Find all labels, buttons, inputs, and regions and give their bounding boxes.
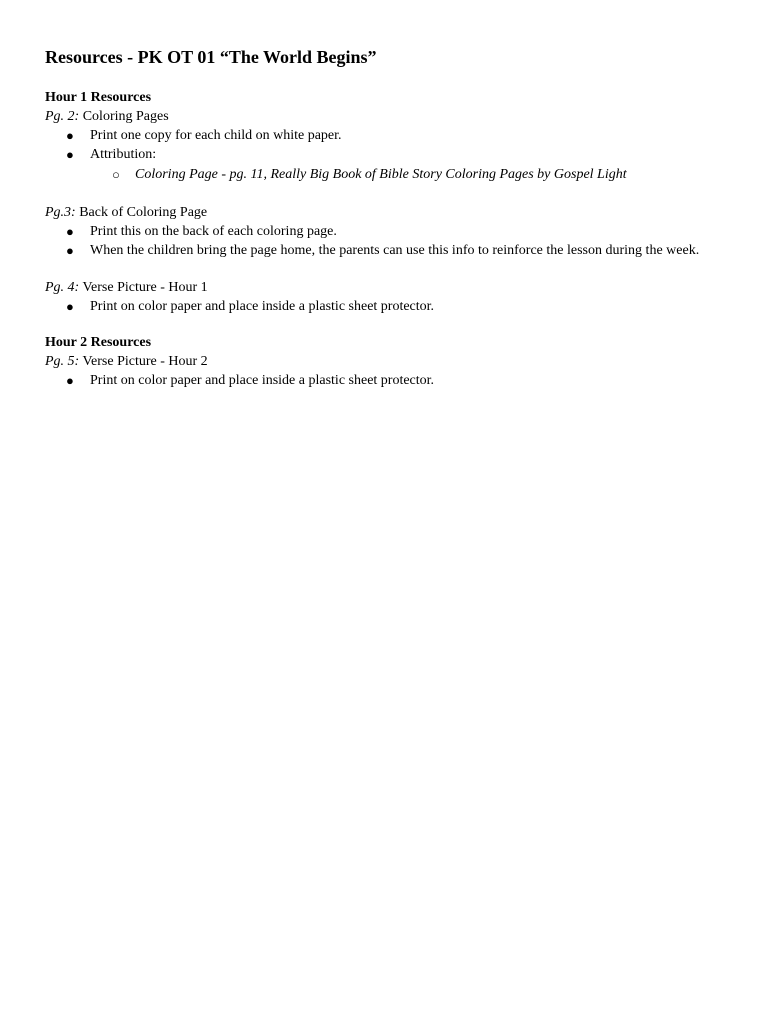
- bullet-icon: ●: [66, 243, 74, 258]
- page-reference: [45, 203, 735, 222]
- document-title: Resources - PK OT 01 “The World Begins”: [45, 47, 377, 67]
- list-item-text: When the children bring the page home, the parents can use this info to reinforce the lesson during the week.: [90, 243, 700, 258]
- resource-item-pg5: [45, 352, 735, 390]
- sub-list-item: [90, 164, 735, 185]
- page-description: Verse Picture - Hour 2: [79, 354, 208, 369]
- page-reference: [45, 278, 735, 297]
- bullet-icon: ●: [66, 299, 74, 314]
- hollow-bullet-icon: ○: [112, 167, 120, 182]
- list-item-text: Print this on the back of each coloring page.: [90, 224, 337, 239]
- list-item-text: Print on color paper and place inside a plastic sheet protector.: [90, 373, 435, 388]
- bullet-list: [45, 126, 735, 185]
- bullet-list: [45, 371, 735, 390]
- resource-item-pg4: [45, 278, 735, 316]
- page-number: Pg. 4:: [45, 280, 80, 295]
- list-item-text: Print on color paper and place inside a plastic sheet protector.: [90, 299, 435, 314]
- page-reference: [45, 352, 735, 371]
- list-item-text: Print one copy for each child on white paper.: [90, 128, 342, 143]
- page-number: Pg. 5:: [45, 354, 80, 369]
- hour-1-heading: Hour 1 Resources: [45, 90, 152, 105]
- list-item: [45, 241, 735, 260]
- bullet-icon: ●: [66, 373, 74, 388]
- page-description: Coloring Pages: [79, 109, 169, 124]
- page-number: Pg. 2:: [45, 109, 80, 124]
- document-page: [45, 44, 735, 408]
- bullet-list: [45, 222, 735, 260]
- page-number: Pg.3:: [45, 205, 76, 220]
- list-item: [45, 371, 735, 390]
- hour-2-heading: Hour 2 Resources: [45, 335, 152, 350]
- list-item-text: Attribution:: [90, 147, 157, 162]
- bullet-icon: ●: [66, 147, 74, 162]
- sub-bullet-list: [90, 164, 735, 185]
- page-description: Verse Picture - Hour 1: [79, 280, 208, 295]
- list-item: [45, 297, 735, 316]
- list-item: [45, 222, 735, 241]
- bullet-list: [45, 297, 735, 316]
- page-description: Back of Coloring Page: [75, 205, 208, 220]
- list-item: [45, 126, 735, 145]
- resource-item-pg3: [45, 203, 735, 260]
- list-item: [45, 145, 735, 185]
- resource-item-pg2: [45, 107, 735, 185]
- bullet-icon: ●: [66, 128, 74, 143]
- page-reference: [45, 107, 735, 126]
- attribution-text: Coloring Page - pg. 11, Really Big Book of Bible Story Coloring Pages by Gospel Light: [135, 167, 627, 182]
- bullet-icon: ●: [66, 224, 74, 239]
